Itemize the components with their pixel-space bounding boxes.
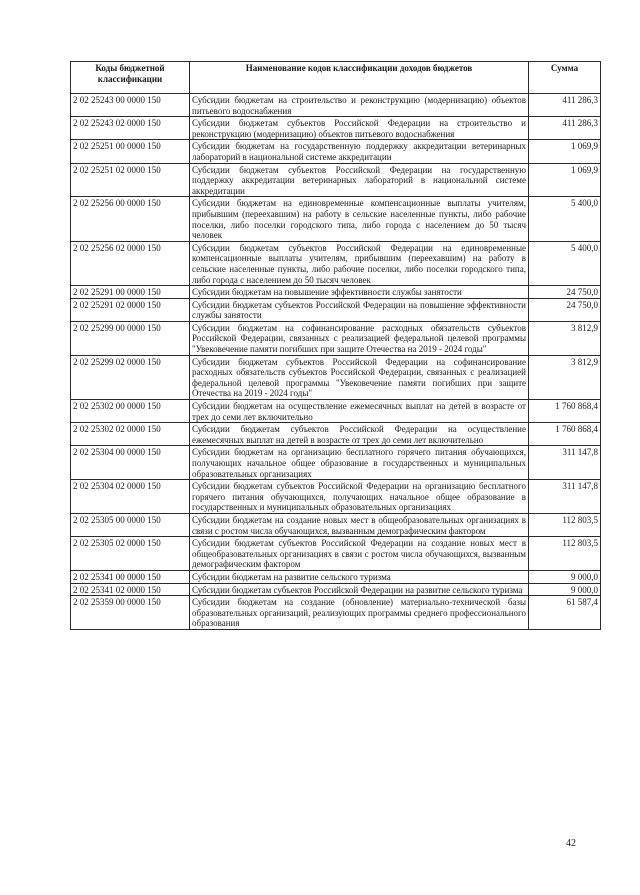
row-sum: 61 587,4 — [529, 596, 601, 630]
table-row — [71, 537, 601, 571]
row-sum: 311 147,8 — [529, 480, 601, 514]
row-name: Субсидии бюджетам на создание новых мест в общеобразовательных организациях в связи с ростом числа обучающихся, вызванным демографическим фактором — [190, 513, 529, 536]
row-name: Субсидии бюджетам субъектов Российской Федерации на развитие сельского туризма — [190, 583, 529, 596]
row-sum: 1 760 868,4 — [529, 423, 601, 446]
table-row — [71, 298, 601, 321]
row-sum: 9 000,0 — [529, 583, 601, 596]
row-name: Субсидии бюджетам на организацию бесплатного горячего питания обучающихся, получающих начальное общее образование в государственных и муниципальных образовательных организациях — [190, 446, 529, 480]
row-code: 2 02 25305 00 0000 150 — [71, 513, 190, 536]
row-name: Субсидии бюджетам на государственную поддержку аккредитации ветеринарных лабораторий в национальной системе аккредитации — [190, 140, 529, 163]
table-row — [71, 241, 601, 285]
row-code: 2 02 25299 02 0000 150 — [71, 355, 190, 399]
row-sum: 5 400,0 — [529, 241, 601, 285]
row-sum: 311 147,8 — [529, 446, 601, 480]
row-code: 2 02 25299 00 0000 150 — [71, 321, 190, 355]
row-name: Субсидии бюджетам субъектов Российской Федерации на софинансирование расходных обязательств субъектов Российской Федерации, связанных с реализацией федеральной целевой программы "Увековечение памяти погибших при защите Отечества на 2019 - 2024 годы" — [190, 355, 529, 399]
row-code: 2 02 25291 00 0000 150 — [71, 286, 190, 299]
row-name: Субсидии бюджетам субъектов Российской Федерации на осуществление ежемесячных выплат на детей в возрасте от трех до семи лет включительно — [190, 423, 529, 446]
row-name: Субсидии бюджетам субъектов Российской Федерации на организацию бесплатного горячего питания обучающихся, получающих начальное общее образование в государственных и муниципальных образовательных организациях — [190, 480, 529, 514]
row-name: Субсидии бюджетам субъектов Российской Федерации на единовременные компенсационные выплаты учителям, прибывшим (переехавшим) на работу в сельские населенные пункты, либо рабочие поселки, либо поселки городского типа, либо города с населением до 50 тысяч человек — [190, 241, 529, 285]
table-row — [71, 513, 601, 536]
row-name: Субсидии бюджетам на единовременные компенсационные выплаты учителям, прибывшим (переехавшим) на работу в сельские населенные пункты, либо рабочие поселки, либо поселки городского типа, либо города с населением до 50 тысяч человек — [190, 197, 529, 241]
table-row — [71, 197, 601, 241]
table-row — [71, 94, 601, 117]
row-name: Субсидии бюджетам на повышение эффективности службы занятости — [190, 286, 529, 299]
row-sum: 112 803,5 — [529, 537, 601, 571]
table-row — [71, 140, 601, 163]
table-row — [71, 163, 601, 197]
row-sum: 411 286,3 — [529, 94, 601, 117]
row-name: Субсидии бюджетам на создание (обновление) материально-технической базы образовательных организаций, реализующих программы среднего профессионального образования — [190, 596, 529, 630]
row-code: 2 02 25256 02 0000 150 — [71, 241, 190, 285]
row-sum: 24 750,0 — [529, 286, 601, 299]
table-row — [71, 117, 601, 140]
header-name: Наименование кодов классификации доходов бюджетов — [190, 62, 529, 94]
row-code: 2 02 25304 00 0000 150 — [71, 446, 190, 480]
table-row — [71, 321, 601, 355]
row-sum: 3 812,9 — [529, 321, 601, 355]
row-sum: 112 803,5 — [529, 513, 601, 536]
row-sum: 1 760 868,4 — [529, 400, 601, 423]
row-name: Субсидии бюджетам субъектов Российской Федерации на строительство и реконструкцию (модернизацию) объектов питьевого водоснабжения — [190, 117, 529, 140]
table-header-row — [71, 62, 601, 94]
row-code: 2 02 25305 02 0000 150 — [71, 537, 190, 571]
row-sum: 24 750,0 — [529, 298, 601, 321]
row-sum: 411 286,3 — [529, 117, 601, 140]
row-sum: 1 069,9 — [529, 140, 601, 163]
row-code: 2 02 25304 02 0000 150 — [71, 480, 190, 514]
row-code: 2 02 25243 00 0000 150 — [71, 94, 190, 117]
table-row — [71, 596, 601, 630]
row-code: 2 02 25291 02 0000 150 — [71, 298, 190, 321]
table-row — [71, 570, 601, 583]
row-code: 2 02 25251 02 0000 150 — [71, 163, 190, 197]
row-code: 2 02 25359 00 0000 150 — [71, 596, 190, 630]
header-codes: Коды бюджетной классификации — [71, 62, 190, 94]
row-code: 2 02 25341 02 0000 150 — [71, 583, 190, 596]
row-name: Субсидии бюджетам субъектов Российской Федерации на государственную поддержку аккредитации ветеринарных лабораторий в национальной системе аккредитации — [190, 163, 529, 197]
row-name: Субсидии бюджетам субъектов Российской Федерации на повышение эффективности службы занятости — [190, 298, 529, 321]
row-code: 2 02 25256 00 0000 150 — [71, 197, 190, 241]
table-row — [71, 480, 601, 514]
row-sum: 5 400,0 — [529, 197, 601, 241]
table-row — [71, 423, 601, 446]
table-row — [71, 355, 601, 399]
row-code: 2 02 25302 00 0000 150 — [71, 400, 190, 423]
row-name: Субсидии бюджетам на развитие сельского туризма — [190, 570, 529, 583]
row-name: Субсидии бюджетам на осуществление ежемесячных выплат на детей в возрасте от трех до семи лет включительно — [190, 400, 529, 423]
row-name: Субсидии бюджетам субъектов Российской Федерации на создание новых мест в общеобразовательных организациях в связи с ростом числа обучающихся, вызванным демографическим фактором — [190, 537, 529, 571]
budget-classification-table — [70, 61, 601, 630]
row-code: 2 02 25341 00 0000 150 — [71, 570, 190, 583]
table-row — [71, 286, 601, 299]
row-sum: 1 069,9 — [529, 163, 601, 197]
row-sum: 9 000,0 — [529, 570, 601, 583]
row-sum: 3 812,9 — [529, 355, 601, 399]
table-row — [71, 446, 601, 480]
header-sum: Сумма — [529, 62, 601, 94]
row-name: Субсидии бюджетам на строительство и реконструкцию (модернизацию) объектов питьевого водоснабжения — [190, 94, 529, 117]
row-code: 2 02 25302 02 0000 150 — [71, 423, 190, 446]
table-row — [71, 583, 601, 596]
row-code: 2 02 25243 02 0000 150 — [71, 117, 190, 140]
page-number: 42 — [566, 838, 576, 849]
row-name: Субсидии бюджетам на софинансирование расходных обязательств субъектов Российской Федерации, связанных с реализацией федеральной целевой программы "Увековечение памяти погибших при защите Отечества на 2019 - 2024 годы" — [190, 321, 529, 355]
row-code: 2 02 25251 00 0000 150 — [71, 140, 190, 163]
table-row — [71, 400, 601, 423]
